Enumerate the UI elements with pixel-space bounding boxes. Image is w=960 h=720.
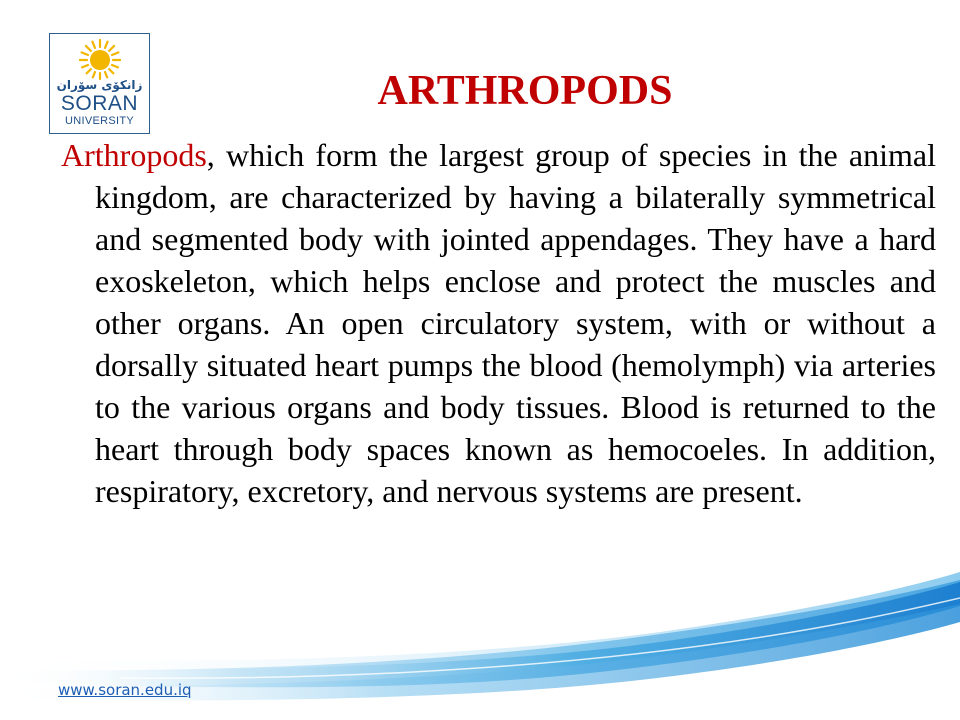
logo-name: SORAN [60, 92, 139, 115]
footer-website-link[interactable]: www.soran.edu.iq [58, 681, 192, 699]
slide-title: ARTHROPODS [377, 68, 673, 114]
logo-subtitle: UNIVERSITY [64, 115, 134, 127]
body-lead-word: Arthropods [61, 137, 207, 173]
slide-body [61, 134, 936, 512]
body-text: , which form the largest group of species in the animal kingdom, are characterized by having a bilaterally symmetrical and segmented body with jointed appendages. They have a hard exoskeleton, which helps enclose and protect the muscles and other organs. An open circulatory system, with or without a dorsally situated heart pumps the blood (hemolymph) via arteries to the various organs and body tissues. Blood is returned to the heart through body spaces known as hemocoeles. In addition, respiratory, excretory, and nervous systems are present. [95, 137, 936, 509]
logo-kurdish-text: زانكۆی سۆران [56, 78, 143, 92]
